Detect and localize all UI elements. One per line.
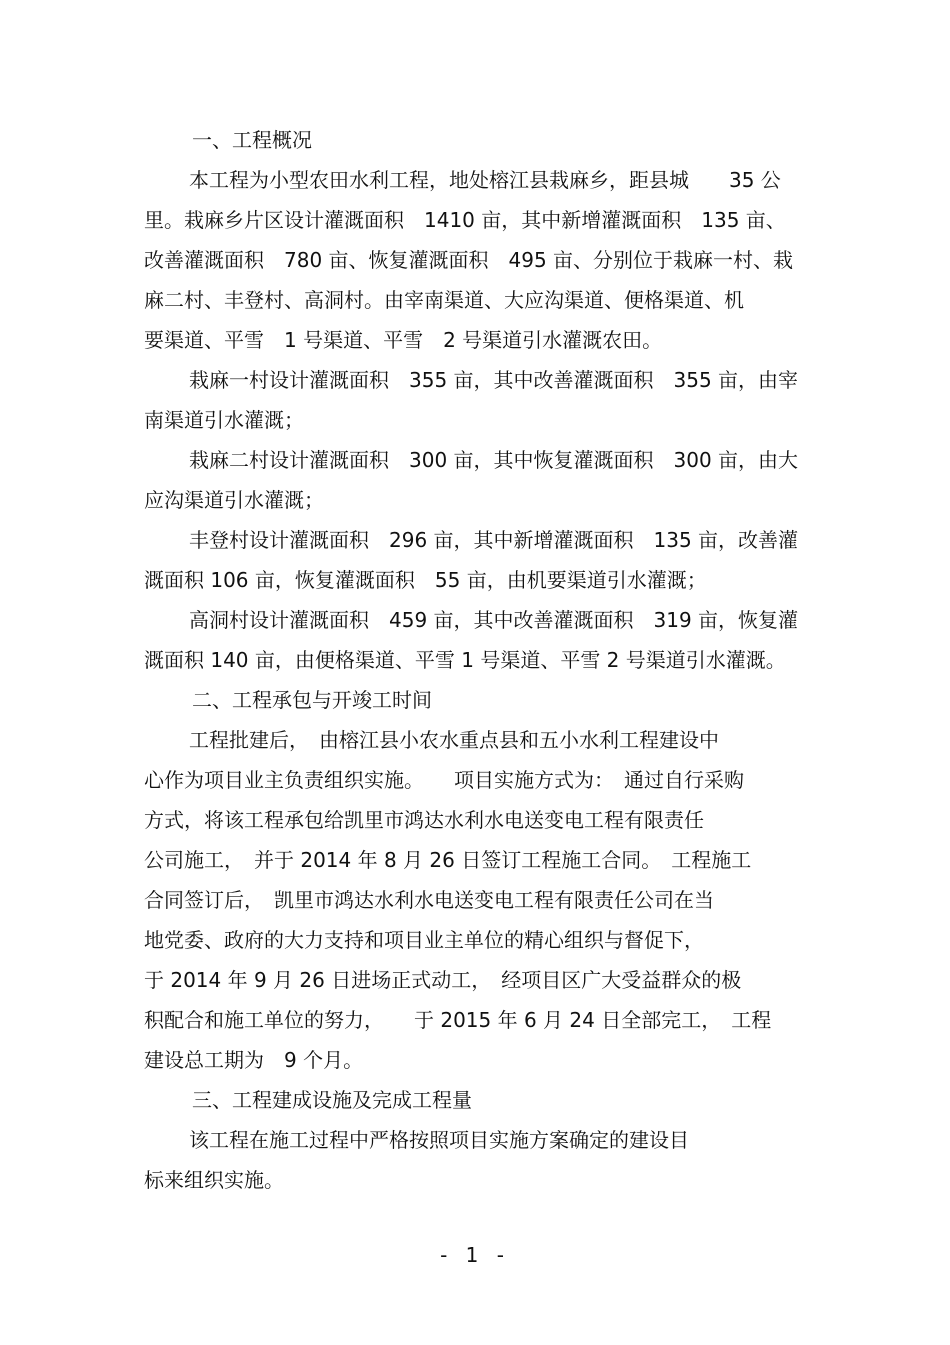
text-line: 公司施工， 并于 2014 年 8 月 26 日签订工程施工合同。 工程施工	[144, 848, 752, 872]
text-line: 南渠道引水灌溉；	[144, 408, 304, 432]
text-line: 溉面积 140 亩，由便格渠道、平雪 1 号渠道、平雪 2 号渠道引水灌溉。	[144, 648, 786, 672]
section-heading: 二、工程承包与开竣工时间	[192, 688, 432, 712]
text-line: 方式，将该工程承包给凯里市鸿达水利水电送变电工程有限责任	[144, 808, 704, 832]
text-line: 标来组织实施。	[144, 1168, 284, 1192]
text-line: 栽麻一村设计灌溉面积 355 亩，其中改善灌溉面积 355 亩，由宰	[189, 368, 799, 392]
text-line: 建设总工期为 9 个月。	[144, 1048, 364, 1072]
text-line: 积配合和施工单位的努力， 于 2015 年 6 月 24 日全部完工， 工程	[144, 1008, 772, 1032]
text-line: 本工程为小型农田水利工程，地处榕江县栽麻乡，距县城 35 公	[189, 168, 781, 192]
text-line: 里。栽麻乡片区设计灌溉面积 1410 亩，其中新增灌溉面积 135 亩、	[144, 208, 786, 232]
text-line: 溉面积 106 亩，恢复灌溉面积 55 亩，由机要渠道引水灌溉；	[144, 568, 707, 592]
section-heading: 一、工程概况	[192, 128, 312, 152]
text-line: 心作为项目业主负责组织实施。 项目实施方式为： 通过自行采购	[144, 768, 744, 792]
text-line: 要渠道、平雪 1 号渠道、平雪 2 号渠道引水灌溉农田。	[144, 328, 663, 352]
text-line: 高洞村设计灌溉面积 459 亩，其中改善灌溉面积 319 亩，恢复灌	[189, 608, 799, 632]
text-line: 于 2014 年 9 月 26 日进场正式动工， 经项目区广大受益群众的极	[144, 968, 742, 992]
text-line: 应沟渠道引水灌溉；	[144, 488, 324, 512]
text-line: 丰登村设计灌溉面积 296 亩，其中新增灌溉面积 135 亩，改善灌	[189, 528, 799, 552]
text-line: 麻二村、丰登村、高洞村。由宰南渠道、大应沟渠道、便格渠道、机	[144, 288, 744, 312]
text-line: 该工程在施工过程中严格按照项目实施方案确定的建设目	[189, 1128, 689, 1152]
document-body	[144, 120, 806, 1200]
text-line: 工程批建后， 由榕江县小农水重点县和五小水利工程建设中	[189, 728, 719, 752]
page-number: - 1 -	[440, 1243, 510, 1267]
section-heading: 三、工程建成设施及完成工程量	[192, 1088, 472, 1112]
text-line: 栽麻二村设计灌溉面积 300 亩，其中恢复灌溉面积 300 亩，由大	[189, 448, 799, 472]
text-line: 合同签订后， 凯里市鸿达水利水电送变电工程有限责任公司在当	[144, 888, 714, 912]
text-line: 地党委、政府的大力支持和项目业主单位的精心组织与督促下，	[144, 928, 704, 952]
text-line: 改善灌溉面积 780 亩、恢复灌溉面积 495 亩、分别位于栽麻一村、栽	[144, 248, 794, 272]
